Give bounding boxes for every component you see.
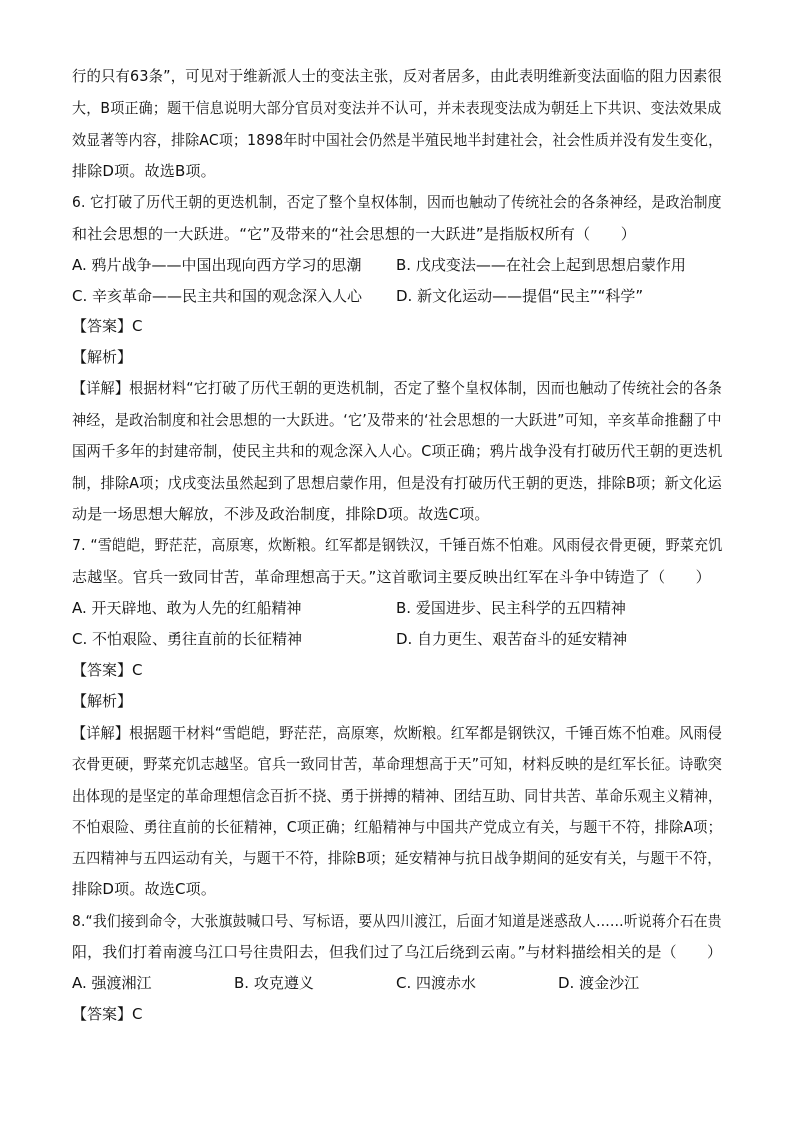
q8-option-c: C. 四渡赤水 — [396, 974, 477, 992]
q6-detail-line: 制，排除A项；戊戌变法虽然起到了思想启蒙作用，但是没有打破历代王朝的更迭，排除B项；新文化运 — [72, 474, 722, 492]
q8-stem-line: 8.“我们接到命令，大张旗鼓喊口号、写标语，要从四川渡江，后面才知道是迷惑敌人……听说蒋介石在贵 — [72, 912, 722, 930]
q6-answer: 【答案】C — [72, 317, 143, 335]
intro-line: 效显著等内容，排除AC项；1898年时中国社会仍然是半殖民地半封建社会，社会性质并没有发生变化， — [72, 131, 723, 149]
q6-detail-line: 动是一场思想大解放，不涉及政治制度，排除D项。故选C项。 — [72, 505, 490, 523]
q8-option-d: D. 渡金沙江 — [558, 974, 640, 992]
q8-answer: 【答案】C — [72, 1005, 143, 1023]
q6-option-d: D. 新文化运动——提倡“民主”“科学” — [396, 287, 644, 305]
q7-detail-line: 排除D项。故选C项。 — [72, 880, 217, 898]
q7-option-a: A. 开天辟地、敢为人先的红船精神 — [72, 599, 302, 617]
q7-option-d: D. 自力更生、艰苦奋斗的延安精神 — [396, 630, 628, 648]
q6-option-b: B. 戊戌变法——在社会上起到思想启蒙作用 — [396, 256, 686, 274]
q6-option-c: C. 辛亥革命——民主共和国的观念深入人心 — [72, 287, 363, 305]
q8-stem-line: 阳，我们打着南渡乌江口号往贵阳去，但我们过了乌江后绕到云南。”与材料描绘相关的是（ ） — [72, 943, 723, 961]
q6-stem-line: 和社会思想的一大跃进。“它”及带来的“社会思想的一大跃进”是指版权所有（ ） — [72, 225, 636, 243]
q8-option-b: B. 攻克遵义 — [234, 974, 314, 992]
q7-detail-line: 出体现的是坚定的革命理想信念百折不挠、勇于拼搏的精神、团结互助、同甘共苦、革命乐观主义精神， — [72, 787, 723, 805]
q6-detail-line: 【详解】根据材料“它打破了历代王朝的更迭机制，否定了整个皇权体制，因而也触动了传统社会的各条 — [72, 379, 722, 397]
intro-line: 大，B项正确；题干信息说明大部分官员对变法并不认可，并未表现变法成为朝廷上下共识、变法效果成 — [72, 99, 722, 117]
q7-detail-line: 五四精神与五四运动有关，与题干不符，排除B项；延安精神与抗日战争期间的延安有关，与题干不符， — [72, 849, 722, 867]
q6-detail-line: 国两千多年的封建帝制，使民主共和的观念深入人心。C项正确；鸦片战争没有打破历代王朝的更迭机 — [72, 442, 723, 460]
q7-detail-line: 衣骨更硬，野菜充饥志越坚。官兵一致同甘苦，革命理想高于天”可知，材料反映的是红军长征。诗歌突 — [72, 755, 722, 773]
q7-stem-line: 7. “雪皑皑，野茫茫，高原寒，炊断粮。红军都是钢铁汉，千锤百炼不怕难。风雨侵衣骨更硬，野菜充饥 — [72, 536, 723, 554]
q7-detail-line: 【详解】根据题干材料“雪皑皑，野茫茫，高原寒，炊断粮。红军都是钢铁汉，千锤百炼不怕难。风雨侵 — [72, 724, 722, 742]
intro-line: 排除D项。故选B项。 — [72, 162, 216, 180]
q7-option-c: C. 不怕艰险、勇往直前的长征精神 — [72, 630, 303, 648]
q7-stem-line: 志越坚。官兵一致同甘苦，革命理想高于天。”这首歌词主要反映出红军在斗争中铸造了（ ） — [72, 568, 711, 586]
q6-detail-line: 神经，是政治制度和社会思想的一大跃进。‘它’及带来的‘社会思想的一大跃进”可知，辛亥革命推翻了中 — [72, 411, 722, 429]
q8-option-a: A. 强渡湘江 — [72, 974, 152, 992]
q7-analysis-label: 【解析】 — [72, 692, 133, 710]
q7-option-b: B. 爱国进步、民主科学的五四精神 — [396, 599, 626, 617]
intro-line: 行的只有63条”，可见对于维新派人士的变法主张，反对者居多，由此表明维新变法面临的阻力因素很 — [72, 67, 723, 85]
q7-answer: 【答案】C — [72, 661, 143, 679]
q6-option-a: A. 鸦片战争——中国出现向西方学习的思潮 — [72, 256, 362, 274]
q6-stem-line: 6. 它打破了历代王朝的更迭机制，否定了整个皇权体制，因而也触动了传统社会的各条神经，是政治制度 — [72, 193, 722, 211]
q7-detail-line: 不怕艰险、勇往直前的长征精神，C项正确；红船精神与中国共产党成立有关，与题干不符，排除A项； — [72, 818, 722, 836]
q6-analysis-label: 【解析】 — [72, 348, 133, 366]
